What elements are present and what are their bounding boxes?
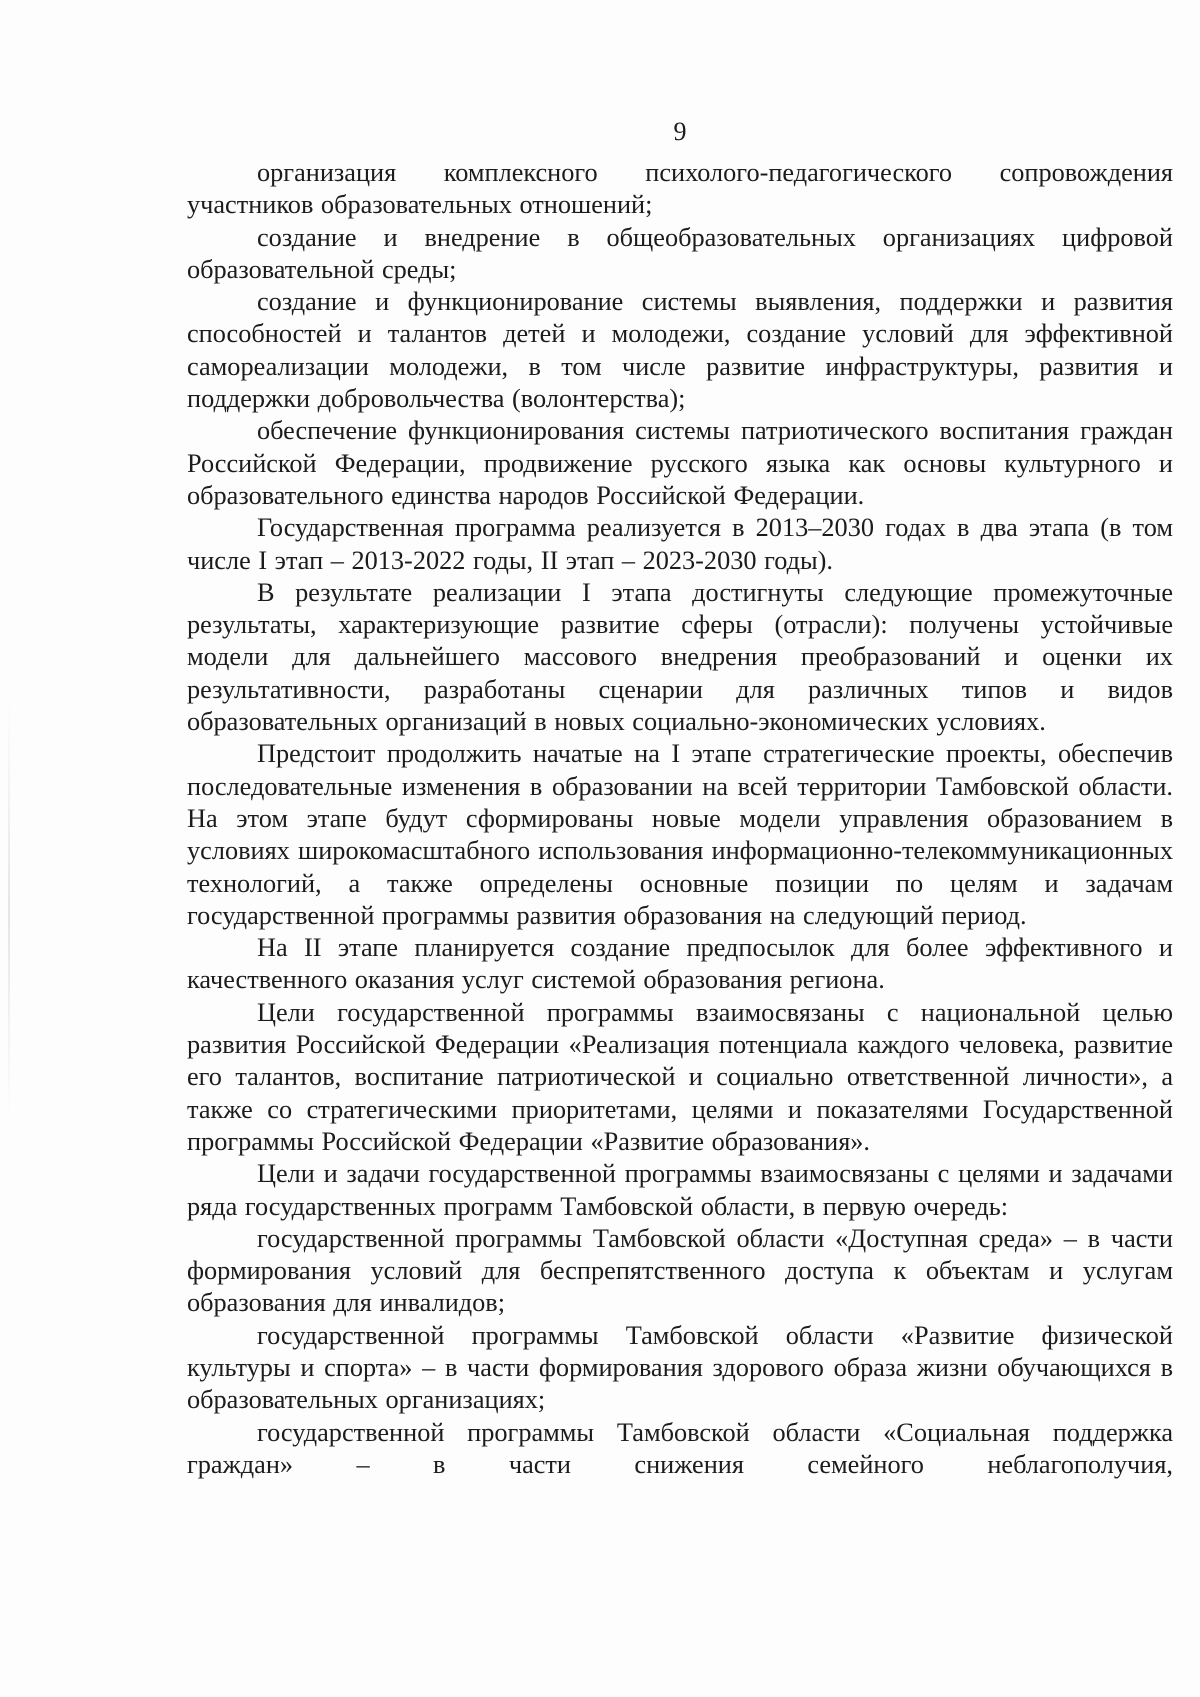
paragraph-stage-one-results: В результате реализации I этапа достигнуты следующие промежуточные результаты, характеризующие развитие сферы (отрасли): получены устойчивые модели для дальнейшего массового внедрения преобразований и оценки их результативности, разработаны сценарии для различных типов и видов образовательных организаций в новых социально-экономических условиях. xyxy=(187,577,1173,737)
paragraph-talent-support: создание и функционирование системы выявления, поддержки и развития способностей и талантов детей и молодежи, создание условий для эффективной самореализации молодежи, в том числе развитие инфраструктуры, развития и поддержки добровольчества (волонтерства); xyxy=(187,287,1173,414)
paragraph-program-stages: Государственная программа реализуется в 2013–2030 годах в два этапа (в том числе I этап – 2013-2022 годы, II этап – 2023-2030 годы). xyxy=(187,513,1173,575)
paragraph-psychological-support: организация комплексного психолого-педагогического сопровождения участников образовательных отношений; xyxy=(187,158,1173,220)
paragraph-accessible-environment: государственной программы Тамбовской области «Доступная среда» – в части формирования условий для беспрепятственного доступа к объектам и услугам образования для инвалидов; xyxy=(187,1223,1173,1318)
page-number: 9 xyxy=(673,117,687,146)
paragraph-social-support: государственной программы Тамбовской области «Социальная поддержка граждан» – в части снижения семейного неблагополучия, xyxy=(187,1417,1173,1479)
paragraph-physical-culture: государственной программы Тамбовской области «Развитие физической культуры и спорта» – в части формирования здорового образа жизни обучающихся в образовательных организациях; xyxy=(187,1320,1173,1415)
document-body xyxy=(187,157,1173,1481)
paragraph-related-programs: Цели и задачи государственной программы взаимосвязаны с целями и задачами ряда государственных программ Тамбовской области, в первую очередь: xyxy=(187,1159,1173,1221)
paragraph-stage-two: На II этапе планируется создание предпосылок для более эффективного и качественного оказания услуг системой образования региона. xyxy=(187,933,1173,995)
paragraph-digital-environment: создание и внедрение в общеобразовательных организациях цифровой образовательной среды; xyxy=(187,222,1173,284)
paragraph-patriotic-education: обеспечение функционирования системы патриотического воспитания граждан Российской Федерации, продвижение русского языка как основы культурного и образовательного единства народов Российской Федерации. xyxy=(187,416,1173,510)
paragraph-national-goals: Цели государственной программы взаимосвязаны с национальной целью развития Российской Федерации «Реализация потенциала каждого человека, развитие его талантов, воспитание патриотической и социально ответственной личности», а также со стратегическими приоритетами, целями и показателями Государственной программы Российской Федерации «Развитие образования». xyxy=(187,997,1173,1156)
scan-edge-artifact xyxy=(8,700,10,1120)
paragraph-continuation: Предстоит продолжить начатые на I этапе стратегические проекты, обеспечив последовательные изменения в образовании на всей территории Тамбовской области. На этом этапе будут сформированы новые модели управления образованием в условиях широкомасштабного использования информационно-телекоммуникационных технологий, а также определены основные позиции по целям и задачам государственной программы развития образования на следующий период. xyxy=(187,739,1173,930)
